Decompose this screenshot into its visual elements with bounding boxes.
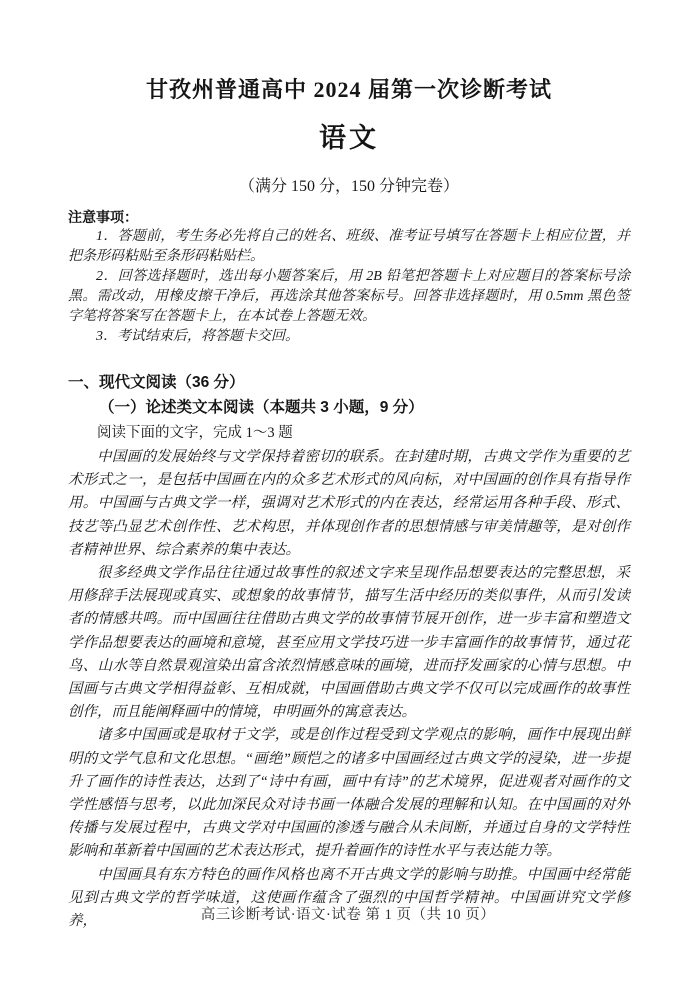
- notice-item-3: 3．考试结束后，将答题卡交回。: [96, 329, 299, 344]
- page-footer: 高三诊断考试·语文·试卷 第 1 页（共 10 页）: [200, 907, 496, 923]
- exam-title: 甘孜州普通高中 2024 届第一次诊断考试: [145, 77, 552, 102]
- exam-subject: 语文: [319, 123, 379, 153]
- section-modern-reading: [68, 371, 630, 933]
- notice-item-1: 1．答题前，考生务必先将自己的姓名、班级、准考证号填写在答题卡上相应位置，并把条形码粘贴至条形码粘贴栏。: [68, 229, 630, 264]
- passage-paragraph-4: 中国画具有东方特色的画作风格也离不开古典文学的影响与助推。中国画中经常能见到古典文学的哲学味道，这使画作蕴含了强烈的中国哲学精神。中国画讲究文学修养，: [68, 866, 630, 930]
- passage-paragraph-3: 诸多中国画或是取材于文学，或是创作过程受到文学观点的影响，画作中展现出鲜明的文学气息和文化思想。“画绝”顾恺之的诸多中国画经过古典文学的浸染，进一步提升了画作的诗性表达，达到了“诗中有画，画中有诗”的艺术境界，促进观者对画作的文学性感悟与思考，以此加深民众对诗书画一体融合发展的理解和认知。在中国画的对外传播与发展过程中，古典文学对中国画的渗透与融合从未间断，并通过自身的文学特性影响和革新着中国画的艺术表达形式，提升着画作的诗性水平与表达能力等。: [68, 727, 630, 860]
- reading-passage: [68, 446, 630, 933]
- subsection-heading: （一）论述类文本阅读（本题共 3 小题，9 分）: [99, 399, 424, 416]
- exam-info-line: （满分 150 分，150 分钟完卷）: [238, 178, 459, 195]
- notice-item-2: 2．回答选择题时，选出每小题答案后，用 2B 铅笔把答题卡上对应题目的答案标号涂黑。需改动，用橡皮擦干净后，再选涂其他答案标号。回答非选择题时，用 0.5mm 黑色签字笔将答案写在答题卡上，在本试卷上答题无效。: [68, 269, 630, 324]
- reading-instruction: 阅读下面的文字，完成 1～3 题: [97, 425, 293, 441]
- notice-heading: 注意事项：: [68, 209, 138, 225]
- passage-paragraph-2: 很多经典文学作品往往通过故事性的叙述文字来呈现作品想要表达的完整思想，采用修辞手法展现或真实、或想象的故事情节，描写生活中经历的类似事件，从而引发读者的情感共鸣。而中国画往往借助古典文学的故事情节展开创作，进一步丰富和塑造文学作品想要表达的画境和意境，甚至应用文学技巧进一步丰富画作的故事情节，通过花鸟、山水等自然景观渲染出富含浓烈情感意味的画境，进而抒发画家的心情与思想。中国画与古典文学相得益彰、互相成就，中国画借助古典文学不仅可以完成画作的故事性创作，而且能阐释画中的情境，申明画外的寓意表达。: [68, 565, 630, 721]
- section-heading: 一、现代文阅读（36 分）: [68, 374, 245, 391]
- notice-section: [68, 207, 630, 347]
- passage-paragraph-1: 中国画的发展始终与文学保持着密切的联系。在封建时期，古典文学作为重要的艺术形式之一，是包括中国画在内的众多艺术形式的风向标，对中国画的创作具有指导作用。中国画与古典文学一样，强调对艺术形式的内在表达，经常运用各种手段、形式、技艺等凸显艺术创作性、艺术构思，并体现创作者的思想情感与审美情趣等，是对创作者精神世界、综合素养的集中表达。: [68, 449, 630, 558]
